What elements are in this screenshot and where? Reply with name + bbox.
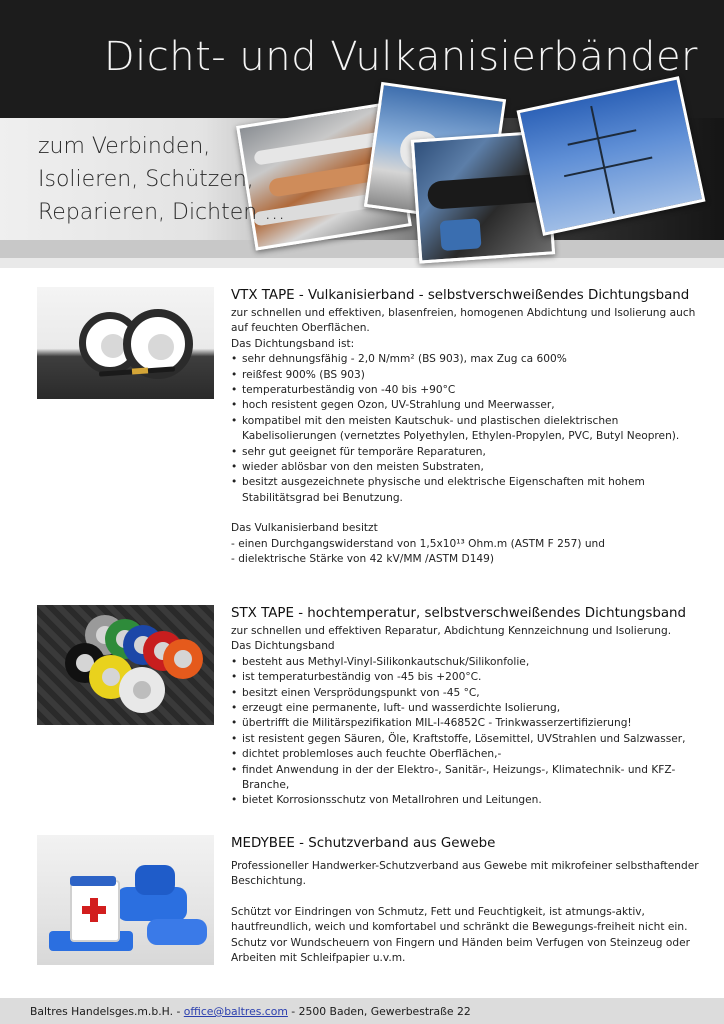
first-aid-tin-icon xyxy=(70,880,120,942)
product-image-stx xyxy=(37,605,214,725)
product-lead: Das Dichtungsband ist: xyxy=(231,337,355,350)
feature-item: • wieder ablösbar von den meisten Substraten, xyxy=(231,460,701,475)
feature-item: • übertrifft die Militärspezifikation MIL-I-46852C - Trinkwasserzertifizierung! xyxy=(231,716,701,731)
footer-address: - 2500 Baden, Gewerbestraße 22 xyxy=(287,1005,471,1018)
feature-item: • dichtet problemloses auch feuchte Oberflächen,- xyxy=(231,747,701,762)
feature-item: • sehr dehnungsfähig - 2,0 N/mm² (BS 903), max Zug ca 600% xyxy=(231,352,701,367)
tagline-line: zum Verbinden, xyxy=(38,134,211,159)
feature-item: • besteht aus Methyl-Vinyl-Silikonkautschuk/Silikonfolie, xyxy=(231,655,701,670)
product-description xyxy=(231,835,701,966)
product-intro: zur schnellen und effektiven, blasenfreien, homogenen Abdichtung und Isolierung auch auf feuchten Oberflächen. xyxy=(231,307,696,335)
spec-line: - einen Durchgangswiderstand von 1,5x10¹³ Ohm.m (ASTM F 257) und xyxy=(231,537,605,550)
feature-list xyxy=(231,352,701,506)
feature-item: • erzeugt eine permanente, luft- und wasserdichte Isolierung, xyxy=(231,701,701,716)
feature-item: • ist temperaturbeständig von -45 bis +200°C. xyxy=(231,670,701,685)
header-tagline xyxy=(38,130,285,229)
product-description xyxy=(231,287,701,568)
feature-item: • reißfest 900% (BS 903) xyxy=(231,368,701,383)
tape-roll-icon xyxy=(119,667,165,713)
page-title: Dicht- und Vulkanisierbänder xyxy=(103,34,698,80)
product-title: VTX TAPE - Vulkanisierband - selbstverschweißendes Dichtungsband xyxy=(231,288,690,303)
product-paragraph: Schützt vor Eindringen von Schmutz, Fett und Feuchtigkeit, ist atmungs-aktiv, hautfreundlich, weich und komfortabel und schränkt die Bewegungs-freiheit nicht ein. xyxy=(231,905,688,934)
feature-item: • sehr gut geeignet für temporäre Reparaturen, xyxy=(231,445,701,460)
tagline-line: Reparieren, Dichten ... xyxy=(38,200,286,225)
product-intro: zur schnellen und effektiven Reparatur, Abdichtung Kennzeichnung und Isolierung. xyxy=(231,625,672,637)
product-lead: Das Dichtungsband xyxy=(231,640,335,653)
feature-item: • hoch resistent gegen Ozon, UV-Strahlung und Meerwasser, xyxy=(231,398,701,413)
feature-item: • bietet Korrosionsschutz von Metallrohren und Leitungen. xyxy=(231,793,701,808)
tagline-line: Isolieren, Schützen, xyxy=(38,167,254,192)
product-image-medybee xyxy=(37,835,214,965)
feature-item: • besitzt ausgezeichnete physische und elektrische Eigenschaften mit hohem Stabilitätsgrad bei Benutzung. xyxy=(231,475,701,506)
product-paragraph: Professioneller Handwerker-Schutzverband aus Gewebe mit mikrofeiner selbsthaftender Beschichtung. xyxy=(231,860,699,888)
feature-item: • kompatibel mit den meisten Kautschuk- und plastischen dielektrischen Kabelisolierungen (vernetztes Polyethylen, Ethylen-Propylen, PVC, Butyl Neopren). xyxy=(231,414,701,445)
header-divider xyxy=(0,240,724,258)
feature-list xyxy=(231,655,701,809)
feature-item: • besitzt einen Versprödungspunkt von -45 °C, xyxy=(231,686,701,701)
tape-roll-icon xyxy=(163,639,203,679)
spec-line: - dielektrische Stärke von 42 kV/MM /ASTM D149) xyxy=(231,553,495,566)
product-image-vtx xyxy=(37,287,214,399)
footer-company: Baltres Handelsges.m.b.H. - xyxy=(30,1005,184,1018)
spec-line: Das Vulkanisierband besitzt xyxy=(231,522,378,535)
product-title: STX TAPE - hochtemperatur, selbstverschweißendes Dichtungsband xyxy=(231,606,687,621)
email-link[interactable]: office@baltres.com xyxy=(183,1005,288,1018)
product-title: MEDYBEE - Schutzverband aus Gewebe xyxy=(231,836,496,851)
feature-item: • temperaturbeständig von -40 bis +90°C xyxy=(231,383,701,398)
bandage-roll-icon xyxy=(135,865,175,895)
header-divider-light xyxy=(0,258,724,268)
bandage-roll-icon xyxy=(147,919,207,945)
footer xyxy=(0,998,724,1024)
feature-item: • findet Anwendung in der der Elektro-, Sanitär-, Heizungs-, Klimatechnik- und KFZ-Branche, xyxy=(231,763,701,794)
header-banner xyxy=(0,0,724,268)
product-paragraph: Schutz vor Wundscheuern von Fingern und Händen beim Verfugen von Steinzeug oder Arbeiten mit Schleifpapier u.v.m. xyxy=(231,936,690,965)
product-description xyxy=(231,605,701,809)
footer-contact xyxy=(30,1005,471,1018)
feature-item: • ist resistent gegen Säuren, Öle, Kraftstoffe, Lösemittel, UVStrahlen und Salzwasser, xyxy=(231,732,701,747)
